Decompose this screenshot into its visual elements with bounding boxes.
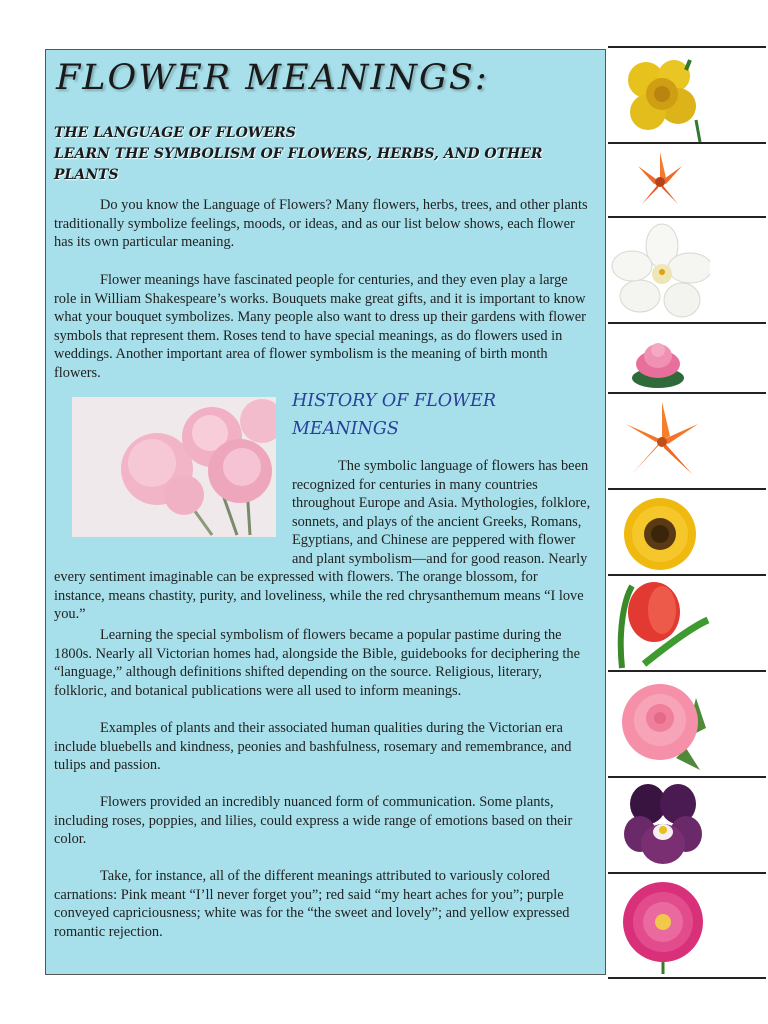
history-paragraph: Take, for instance, all of the different meanings attributed to variously colored carnations: Pink meant “I’ll never forget you”; red said “my heart aches for you”; purple conveyed capriciousness; white was for the “the sweet and lovely”; and yellow expressed romantic rejection.	[54, 868, 570, 940]
history-paragraph: Learning the special symbolism of flowers became a popular pastime during the 1800s. Nearly all Victorian homes had, alongside the Bible, guidebooks for deciphering the “language,” although definitions shifted depending on the source. Religious, literary, folkloric, and botanical publications were all used to inform meanings.	[54, 627, 581, 699]
orange-lily-image	[622, 398, 702, 482]
flower-cell	[608, 872, 766, 979]
flower-cell	[608, 142, 766, 218]
pansy-image	[624, 782, 702, 868]
flower-cell	[608, 574, 766, 672]
history-paragraph-text: The symbolic language of flowers has been recognized for centuries in many countries throughout Europe and Asia. Mythologies, folklore, sonnets, and plays of the ancient Greeks, Romans, Egyptians, and Chinese are peppered with flower and plant symbolism—and for good reason. Nearly every sentiment imaginable can be expressed with flowers. The orange blossom, for instance, means chastity, purity, and loveliness, while the red chrysanthemum means “I love you.”	[54, 458, 591, 622]
pink-rose-image	[616, 678, 708, 774]
daffodil-image	[616, 50, 706, 142]
intro-paragraph: Flower meanings have fascinated people for centuries, and they even play a large role in William Shakespeare’s works. Bouquets make great gifts, and it is important to know what your bouquet symbolizes. Many people also want to dress up their gardens with flower symbols that represent them. Roses tend to have special meanings, as do flowers used in weddings. Another important area of flower symbolism is the meaning of birth month flowers.	[54, 272, 586, 381]
flower-cell	[608, 488, 766, 576]
small-orange-lily-image	[630, 148, 690, 214]
pink-lotus-image	[628, 330, 688, 390]
white-lily-image	[610, 222, 710, 322]
flower-cell	[608, 776, 766, 874]
flower-cell	[608, 392, 766, 490]
subtitle-line: LEARN THE SYMBOLISM OF FLOWERS, HERBS, AND OTHER	[54, 146, 543, 162]
intro-paragraph: Do you know the Language of Flowers? Many flowers, herbs, trees, and other plants traditionally symbolize feelings, moods, or ideas, and as our list below shows, each flower has its own particular meaning.	[54, 197, 588, 250]
history-paragraph: Examples of plants and their associated human qualities during the Victorian era include bluebells and kindness, peonies and bashfulness, rosemary and remembrance, and tulips and passion.	[54, 720, 572, 773]
flower-cell	[608, 46, 766, 144]
history-heading: HISTORY OF FLOWER MEANINGS	[292, 391, 497, 439]
page-title: FLOWER MEANINGS:	[56, 58, 489, 98]
sunflower-image	[620, 494, 700, 574]
photo-spacer	[54, 457, 292, 553]
pink-dahlia-image	[618, 878, 708, 974]
history-paragraph	[54, 457, 592, 624]
flower-image-column	[608, 46, 768, 977]
red-tulip-image	[614, 580, 710, 670]
flower-cell	[608, 670, 766, 778]
subtitle-line: THE LANGUAGE OF FLOWERS	[54, 125, 296, 141]
article-panel	[45, 49, 606, 975]
page-subtitle	[54, 123, 594, 186]
flower-cell	[608, 216, 766, 324]
history-paragraph: Flowers provided an incredibly nuanced form of communication. Some plants, including roses, poppies, and lilies, could express a wide range of emotions based on their color.	[54, 794, 573, 847]
flower-cell	[608, 322, 766, 394]
subtitle-line: PLANTS	[54, 167, 119, 183]
